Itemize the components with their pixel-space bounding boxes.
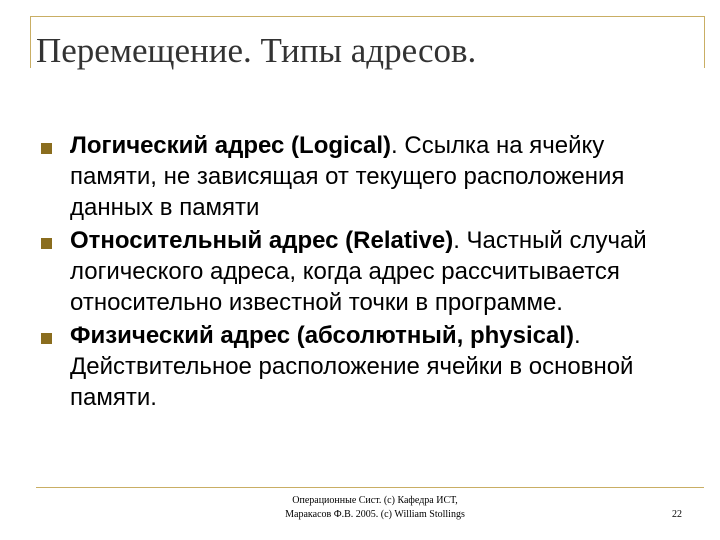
slide-title: Перемещение. Типы адресов. [36,31,477,70]
footer-line-2: Маракасов Ф.В. 2005. (с) William Stollings [285,509,465,520]
bullet-text: . Действительное расположение ячейки в основной памяти. [70,322,634,411]
bullet-list [38,130,678,415]
bullet-item-physical [38,320,678,413]
square-bullet-icon [41,143,52,154]
footer-credits [210,494,540,522]
page-number: 22 [672,509,682,520]
bullet-term: Относительный адрес (Relative) [70,227,454,254]
title-frame-left-line [30,16,31,68]
bullet-text: . Частный случай логического адреса, когда адрес рассчитывается относительно известной точки в программе. [70,227,647,316]
footer-divider [36,487,704,488]
square-bullet-icon [41,333,52,344]
title-frame-right-line [704,16,705,68]
square-bullet-icon [41,238,52,249]
bullet-item-logical [38,130,678,223]
bullet-text: . Ссылка на ячейку памяти, не зависящая от текущего расположения данных в памяти [70,132,625,221]
footer-line-1: Операционные Сист. (с) Кафедра ИСТ, [292,495,458,506]
bullet-term: Логический адрес (Logical) [70,132,392,159]
bullet-term: Физический адрес (абсолютный, physical) [70,322,574,349]
title-frame-top-line [30,16,705,17]
bullet-item-relative [38,225,678,318]
